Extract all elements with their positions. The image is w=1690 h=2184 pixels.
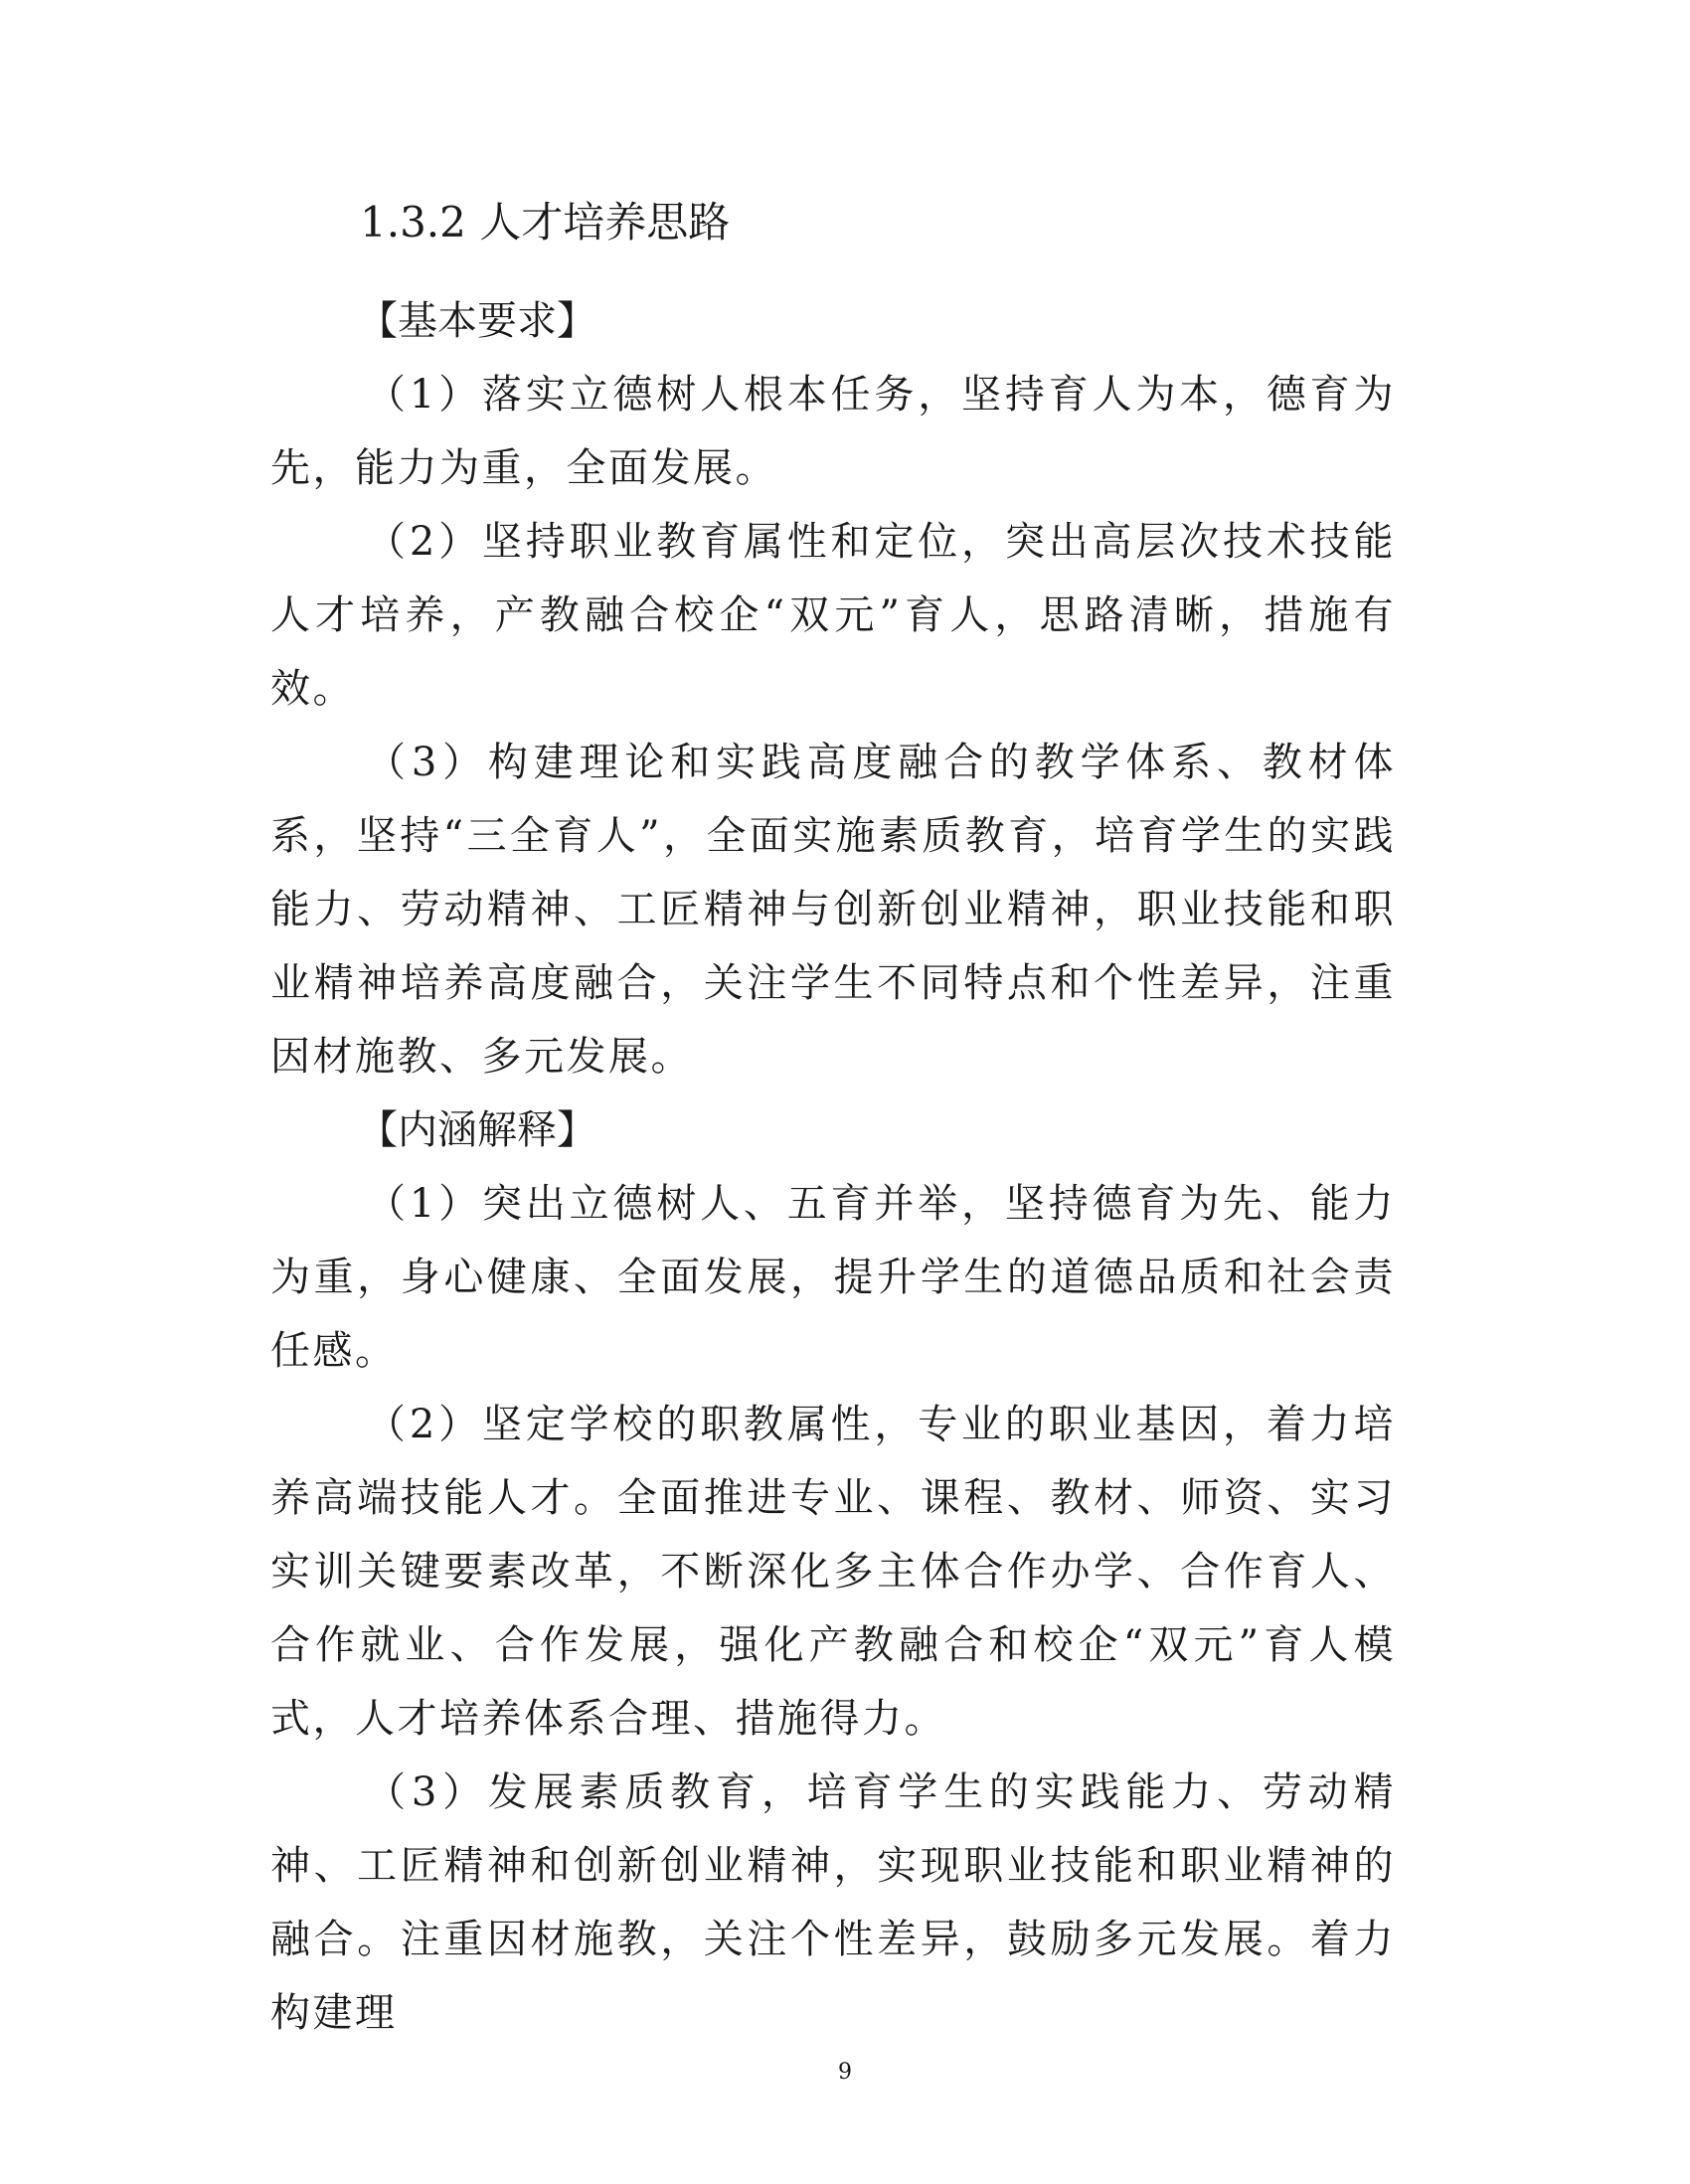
connotation-explanation-section — [270, 1093, 1396, 2050]
paragraph: （1）落实立德树人根本任务，坚持育人为本，德育为先，能力为重，全面发展。 — [270, 372, 1396, 491]
page-number: 9 — [838, 2060, 852, 2085]
section-label-connotation-explanation: 【内涵解释】 — [358, 1107, 596, 1153]
paragraph: （2）坚定学校的职教属性，专业的职业基因，着力培养高端技能人才。全面推进专业、课程、教材、师资、实习实训关键要素改革，不断深化多主体合作办学、合作育人、合作就业、合作发展，强化产教融合和校企“双元”育人模式，人才培养体系合理、措施得力。 — [270, 1402, 1396, 1742]
section-label-basic-requirements: 【基本要求】 — [358, 298, 596, 344]
paragraph: （2）坚持职业教育属性和定位，突出高层次技术技能人才培养，产教融合校企“双元”育人，思路清晰，措施有效。 — [270, 519, 1396, 712]
paragraph: （3）发展素质教育，培育学生的实践能力、劳动精神、工匠精神和创新创业精神，实现职业技能和职业精神的融合。注重因材施教，关注个性差异，鼓励多元发展。着力构建理 — [270, 1769, 1396, 2036]
section-heading: 1.3.2 人才培养思路 — [360, 198, 731, 247]
basic-requirements-section — [270, 284, 1396, 1093]
page-content — [270, 179, 1396, 2050]
paragraph: （3）构建理论和实践高度融合的教学体系、教材体系，坚持“三全育人”，全面实施素质教育，培育学生的实践能力、劳动精神、工匠精神与创新创业精神，职业技能和职业精神培养高度融合，关注学生不同特点和个性差异，注重因材施教、多元发展。 — [270, 740, 1396, 1080]
paragraph: （1）突出立德树人、五育并举，坚持德育为先、能力为重，身心健康、全面发展，提升学生的道德品质和社会责任感。 — [270, 1181, 1396, 1374]
